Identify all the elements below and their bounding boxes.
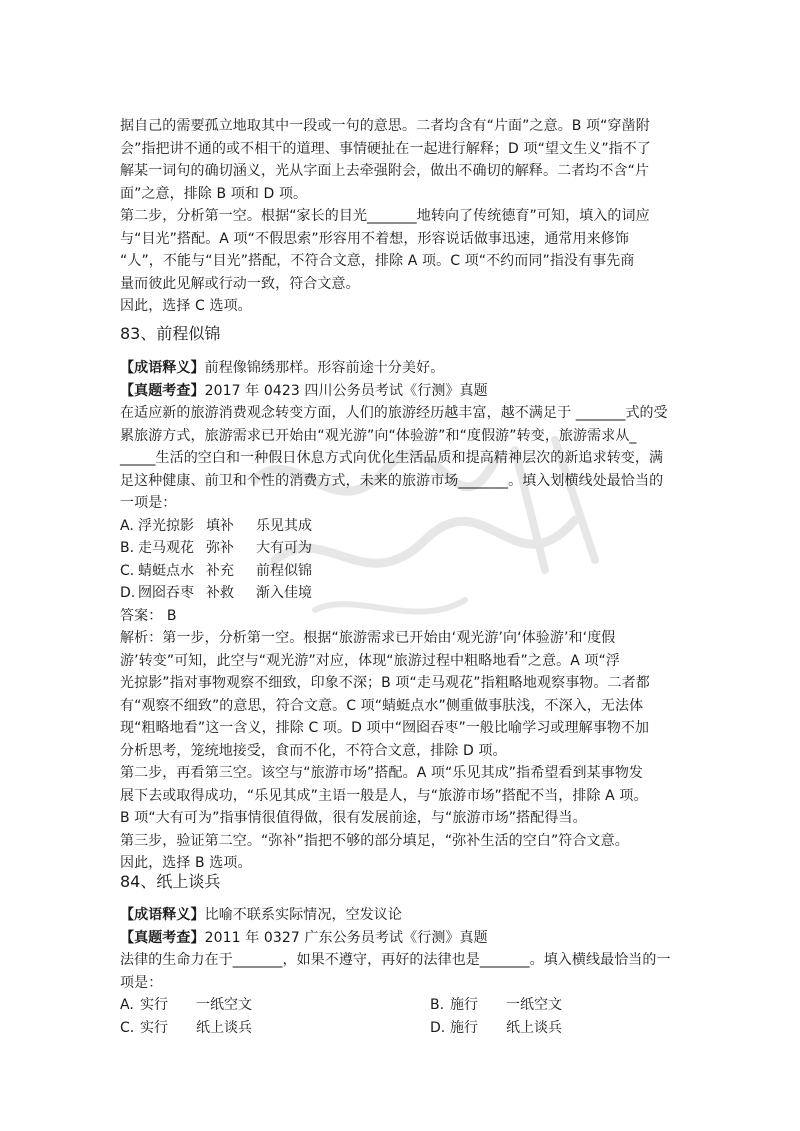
- option-letter: B.: [430, 997, 445, 1013]
- option-word-1: 施行: [450, 1019, 478, 1036]
- meaning-label: 【成语释义】: [120, 907, 205, 923]
- analysis-line: 解析：第一步，分析第一空。根据“旅游需求已开始由‘观光游’向‘体验游’和‘度假: [120, 630, 616, 646]
- analysis-line: 因此，选择 B 选项。: [120, 855, 252, 871]
- text-line: 面”之意，排除 B 项和 D 项。: [120, 185, 308, 202]
- section-heading-83: 83、前程似锦: [120, 324, 221, 343]
- meaning-text: 比喻不联系实际情况，空发议论: [204, 907, 403, 923]
- option-word-3: 大有可为: [256, 540, 312, 556]
- analysis-line: 分析思考，笼统地接受，食而不化，不符合文意，排除 D 项。: [120, 742, 507, 759]
- text-line: “人”，不能与“目光”搭配，不符合文意，排除 A 项。C 项“不约而同”指没有事先商: [120, 253, 635, 269]
- text-line: 会”指把讲不通的或不相干的道理、事情硬扯在一起进行解释；D 项“望文生义”指不了: [120, 140, 651, 157]
- option-letter: C.: [120, 562, 135, 579]
- option-letter: D.: [120, 585, 136, 601]
- question-line: 足这种健康、前卫和个性的消费方式，未来的旅游市场_______。填入划横线处最恰当的: [120, 472, 664, 489]
- question-line: 一项是：: [120, 495, 177, 511]
- option-word-1: 囫囵吞枣: [138, 585, 194, 601]
- option-word-2: 纸上谈兵: [506, 1019, 562, 1036]
- meaning-label: 【成语释义】: [120, 360, 205, 376]
- exam-label: 【真题考查】: [120, 929, 205, 946]
- option-a: [120, 994, 430, 1017]
- option-word-2: 弥补: [206, 540, 234, 556]
- option-b: [430, 994, 685, 1017]
- option-word-1: 走马观花: [138, 540, 194, 556]
- option-d: [120, 582, 685, 605]
- question-line: 项是：: [120, 974, 163, 991]
- analysis-line: 游’转变”可知，此空与“观光游”对应，体现“旅游过程中粗略地看”之意。A 项“浮: [120, 652, 620, 669]
- text-line: 解某一词句的确切涵义，光从字面上去牵强附会，做出不确切的解释。二者均不含“片: [120, 163, 650, 179]
- option-word-1: 实行: [140, 997, 168, 1013]
- meaning-line: [120, 904, 685, 927]
- analysis-line: 第三步，验证第二空。“弥补”指把不够的部分填足，“弥补生活的空白”符合文意。: [120, 832, 629, 849]
- option-a: [120, 515, 685, 538]
- meaning-line: [120, 357, 685, 380]
- option-word-2: 一纸空文: [196, 997, 252, 1013]
- option-word-1: 浮光掠影: [138, 517, 194, 534]
- option-word-2: 一纸空文: [506, 997, 562, 1013]
- exam-text: 2011 年 0327 广东公务员考试《行测》真题: [204, 929, 488, 946]
- option-word-1: 蜻蜓点水: [138, 562, 194, 579]
- option-word-2: 补救: [206, 585, 234, 601]
- option-word-2: 填补: [206, 517, 234, 534]
- question-line: 累旅游方式，旅游需求已开始由“观光游”向“体验游”和“度假游”转变，旅游需求从_: [120, 427, 637, 444]
- analysis-line: 现“粗略地看”这一含义，排除 C 项。D 项中“囫囵吞枣”一般比喻学习或理解事物不加: [120, 720, 650, 736]
- top-block: [120, 115, 685, 318]
- analysis-line: 第二步，再看第三空。该空与“旅游市场”搭配。A 项“乐见其成”指希望看到某事物发: [120, 765, 644, 781]
- option-word-2: 补充: [206, 562, 234, 579]
- text-line: 与“目光”搭配。A 项“不假思索”形容用不着想，形容说话做事迅速，通常用来修饰: [120, 230, 629, 247]
- exam-text: 2017 年 0423 四川公务员考试《行测》真题: [204, 382, 488, 399]
- text-line: 第二步，分析第一空。根据“家长的目光_______地转向了传统德育”可知，填入的词应: [120, 208, 650, 224]
- question-line: 在适应新的旅游消费观念转变方面，人们的旅游经历越丰富，越不满足于 _______式的受: [120, 405, 668, 421]
- analysis-line: B 项“大有可为”指事情很值得做，很有发展前途，与“旅游市场”搭配得当。: [120, 810, 587, 826]
- analysis-line: 有“观察不细致”的意思，符合文意。C 项“蜻蜓点水”侧重做事肤浅，不深入，无法体: [120, 697, 644, 714]
- text-line: 量而彼此见解或行动一致，符合文意。: [120, 275, 360, 292]
- question-line: 法律的生命力在于_______，如果不遵守，再好的法律也是_______。填入横线最恰当的一: [120, 952, 671, 968]
- option-b: [120, 537, 685, 560]
- option-letter: A.: [120, 517, 134, 534]
- option-letter: A.: [120, 997, 134, 1013]
- exam-label: 【真题考查】: [120, 382, 205, 399]
- question-line: _____生活的空白和一种假日休息方式向优化生活品质和提高精神层次的新追求转变，满: [120, 450, 664, 466]
- option-word-1: 施行: [450, 997, 478, 1013]
- meaning-text: 前程像锦绣那样。形容前途十分美好。: [204, 360, 445, 376]
- option-letter: D.: [430, 1019, 446, 1036]
- exam-line: [120, 380, 685, 403]
- q83-block: [120, 357, 685, 875]
- option-c: [120, 560, 685, 583]
- option-word-3: 渐入佳境: [256, 585, 312, 601]
- exam-line: [120, 927, 685, 950]
- option-letter: B.: [120, 540, 135, 556]
- answer-line: 答案： B: [120, 607, 177, 624]
- option-word-2: 纸上谈兵: [196, 1019, 252, 1036]
- q84-block: [120, 904, 685, 1039]
- option-c: [120, 1017, 430, 1040]
- option-word-1: 实行: [140, 1019, 168, 1036]
- text-line: 因此，选择 C 选项。: [120, 298, 252, 314]
- option-letter: C.: [120, 1019, 135, 1036]
- option-word-3: 前程似锦: [256, 562, 312, 579]
- analysis-line: 展下去或取得成功，“乐见其成”主语一般是人，与“旅游市场”搭配不当，排除 A 项。: [120, 787, 648, 804]
- section-heading-84: 84、纸上谈兵: [120, 872, 221, 891]
- option-word-3: 乐见其成: [256, 517, 312, 534]
- option-d: [430, 1017, 685, 1040]
- analysis-line: 光掠影”指对事物观察不细致，印象不深；B 项“走马观花”指粗略地观察事物。二者都: [120, 675, 650, 691]
- text-line: 据自己的需要孤立地取其中一段或一句的意思。二者均含有“片面”之意。B 项“穿凿附: [120, 118, 650, 134]
- options-grid: [120, 994, 685, 1039]
